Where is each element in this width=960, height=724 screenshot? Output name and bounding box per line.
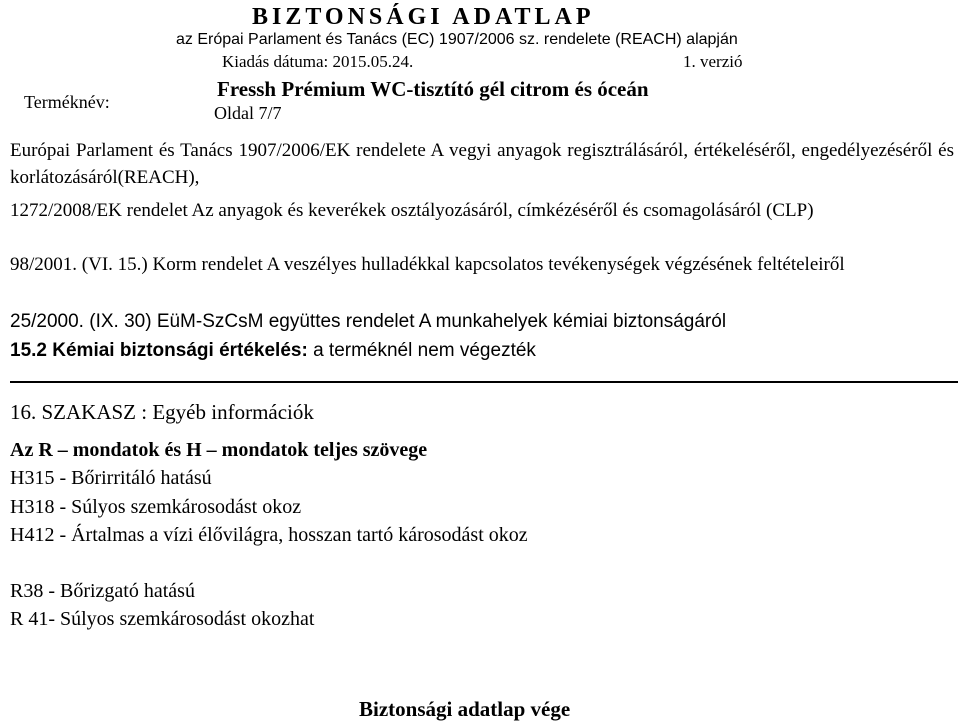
regulation-eum: 25/2000. (IX. 30) EüM-SzCsM együttes rendelet A munkahelyek kémiai biztonságáról (10, 311, 727, 332)
regulation-korm: 98/2001. (VI. 15.) Korm rendelet A veszélyes hulladékkal kapcsolatos tevékenységek végzésének feltételeiről (10, 254, 845, 275)
document-title: BIZTONSÁGI ADATLAP (252, 4, 595, 30)
section-15-2-value: a terméknél nem végezték (307, 340, 536, 361)
section-15-2-label: 15.2 Kémiai biztonsági értékelés: (10, 340, 308, 361)
page-number: Oldal 7/7 (214, 103, 282, 123)
h-statement: H318 - Súlyos szemkárosodást okoz (10, 496, 302, 518)
regulation-reach: Európai Parlament és Tanács 1907/2006/EK rendelete A vegyi anyagok regisztrálásáról, értékeléséről, engedélyezéséről és korlátozásáról(REACH), (10, 140, 954, 188)
section-divider (10, 381, 958, 383)
section-16-title: 16. SZAKASZ : Egyéb információk (10, 400, 314, 424)
version: 1. verzió (683, 52, 743, 71)
product-name: Fressh Prémium WC-tisztító gél citrom és óceán (217, 77, 649, 101)
r-statement: R 41- Súlyos szemkárosodást okozhat (10, 608, 315, 630)
h-statement: H315 - Bőrirritáló hatású (10, 467, 212, 489)
h-statement: H412 - Ártalmas a vízi élővilágra, hosszan tartó károsodást okoz (10, 524, 528, 546)
regulation-basis: az Erópai Parlament és Tanács (EC) 1907/2006 sz. rendelete (REACH) alapján (176, 31, 738, 48)
product-label: Terméknév: (24, 92, 110, 112)
document-end: Biztonsági adatlap vége (359, 697, 571, 721)
regulation-clp: 1272/2008/EK rendelet Az anyagok és keverékek osztályozásáról, címkézéséről és csomagolásáról (CLP) (10, 200, 814, 221)
section-16-subheading: Az R – mondatok és H – mondatok teljes szövege (10, 439, 428, 461)
section-15-2 (10, 340, 536, 362)
issue-date: Kiadás dátuma: 2015.05.24. (222, 52, 414, 71)
r-statement: R38 - Bőrizgató hatású (10, 580, 195, 602)
